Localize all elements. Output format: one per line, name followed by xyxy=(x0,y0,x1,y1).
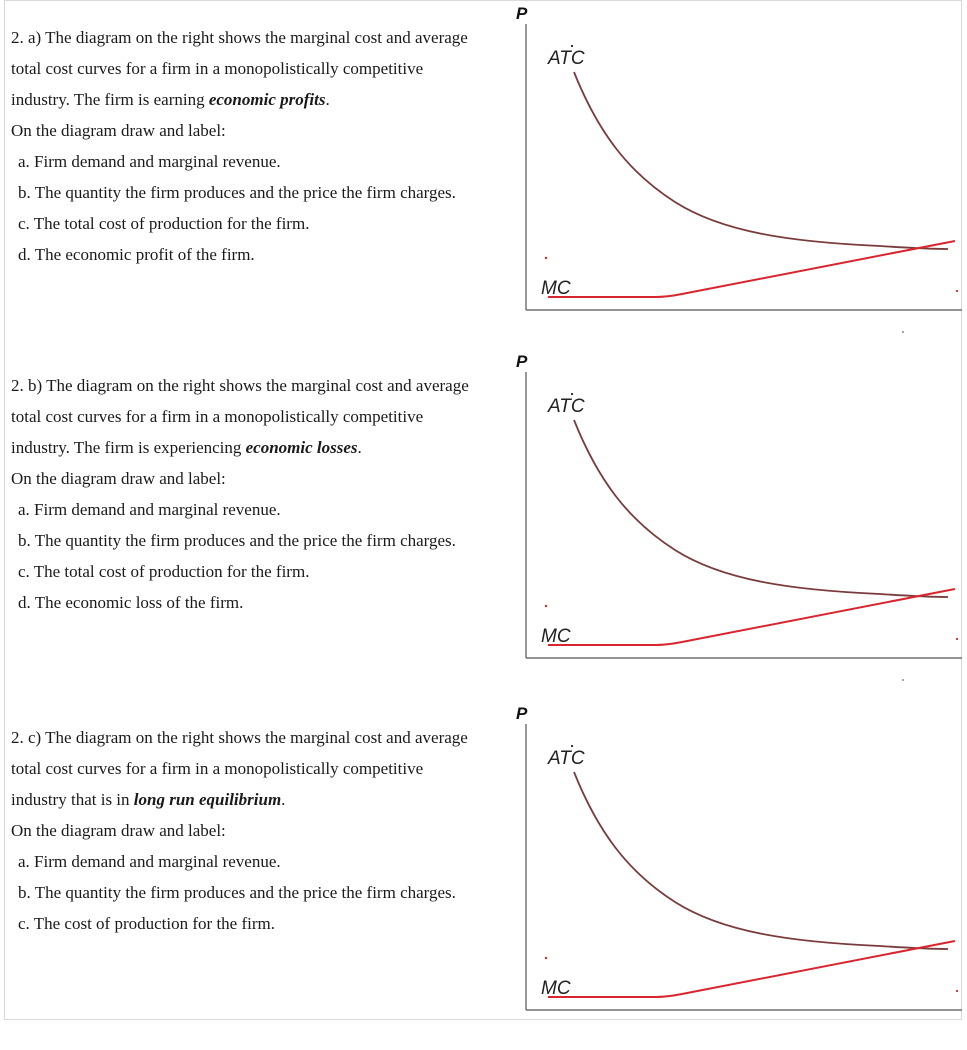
marker-dot xyxy=(545,605,547,607)
atc-label-dot xyxy=(571,393,573,395)
task-item-b: b. The quantity the firm produces and the price the firm charges. xyxy=(18,883,456,902)
instruction: On the diagram draw and label: xyxy=(11,121,226,140)
y-axis-label: P xyxy=(516,4,528,23)
marker-dot xyxy=(545,957,547,959)
emphasis-phrase: economic losses xyxy=(245,438,358,457)
intro-line-3-end: . xyxy=(357,438,362,457)
atc-label: ATC xyxy=(548,748,585,769)
task-item-b: b. The quantity the firm produces and the price the firm charges. xyxy=(18,531,456,550)
task-item-c: c. The total cost of production for the firm. xyxy=(18,214,310,233)
task-item-c: c. The cost of production for the firm. xyxy=(18,914,275,933)
intro-line-3-end: . xyxy=(281,790,286,809)
atc-curve xyxy=(574,772,948,949)
task-item-c: c. The total cost of production for the firm. xyxy=(18,562,310,581)
intro-line-1: 2. b) The diagram on the right shows the marginal cost and average xyxy=(11,376,469,395)
problem-2c xyxy=(0,700,967,1050)
marker-dot xyxy=(902,331,904,333)
task-item-b: b. The quantity the firm produces and the price the firm charges. xyxy=(18,183,456,202)
emphasis-phrase: economic profits xyxy=(208,90,326,109)
intro-line-3-text: industry. The firm is experiencing xyxy=(11,438,246,457)
mc-label: MC xyxy=(541,278,571,299)
intro-line-1: 2. c) The diagram on the right shows the marginal cost and average xyxy=(11,728,468,747)
task-item-a: a. Firm demand and marginal revenue. xyxy=(18,500,281,519)
problem-2a xyxy=(0,0,967,350)
marker-dot xyxy=(956,990,958,992)
atc-label-dot xyxy=(571,745,573,747)
mc-curve xyxy=(548,941,955,997)
task-item-a: a. Firm demand and marginal revenue. xyxy=(18,152,281,171)
instruction: On the diagram draw and label: xyxy=(11,469,226,488)
atc-curve xyxy=(574,420,948,597)
task-item-d: d. The economic loss of the firm. xyxy=(18,593,244,612)
cost-curves-diagram[interactable] xyxy=(0,0,967,350)
intro-line-3-text: industry. The firm is earning xyxy=(11,90,209,109)
intro-line-2: total cost curves for a firm in a monopolistically competitive xyxy=(11,759,424,778)
atc-label-dot xyxy=(571,45,573,47)
intro-line-3-end: . xyxy=(325,90,330,109)
y-axis-label: P xyxy=(516,704,528,723)
atc-curve xyxy=(574,72,948,249)
intro-line-1: 2. a) The diagram on the right shows the marginal cost and average xyxy=(11,28,468,47)
task-item-a: a. Firm demand and marginal revenue. xyxy=(18,852,281,871)
mc-curve xyxy=(548,589,955,645)
marker-dot xyxy=(545,257,547,259)
instruction: On the diagram draw and label: xyxy=(11,821,226,840)
intro-line-2: total cost curves for a firm in a monopolistically competitive xyxy=(11,407,424,426)
atc-label: ATC xyxy=(548,48,585,69)
problem-2b xyxy=(0,348,967,698)
mc-label: MC xyxy=(541,978,571,999)
task-item-d: d. The economic profit of the firm. xyxy=(18,245,255,264)
mc-label: MC xyxy=(541,626,571,647)
cost-curves-diagram[interactable] xyxy=(0,348,967,698)
marker-dot xyxy=(956,290,958,292)
y-axis-label: P xyxy=(516,352,528,371)
intro-line-3-text: industry that is in xyxy=(11,790,134,809)
emphasis-phrase: long run equilibrium xyxy=(133,790,282,809)
mc-curve xyxy=(548,241,955,297)
atc-label: ATC xyxy=(548,396,585,417)
marker-dot xyxy=(956,638,958,640)
intro-line-2: total cost curves for a firm in a monopolistically competitive xyxy=(11,59,424,78)
marker-dot xyxy=(902,679,904,681)
cost-curves-diagram[interactable] xyxy=(0,700,967,1024)
